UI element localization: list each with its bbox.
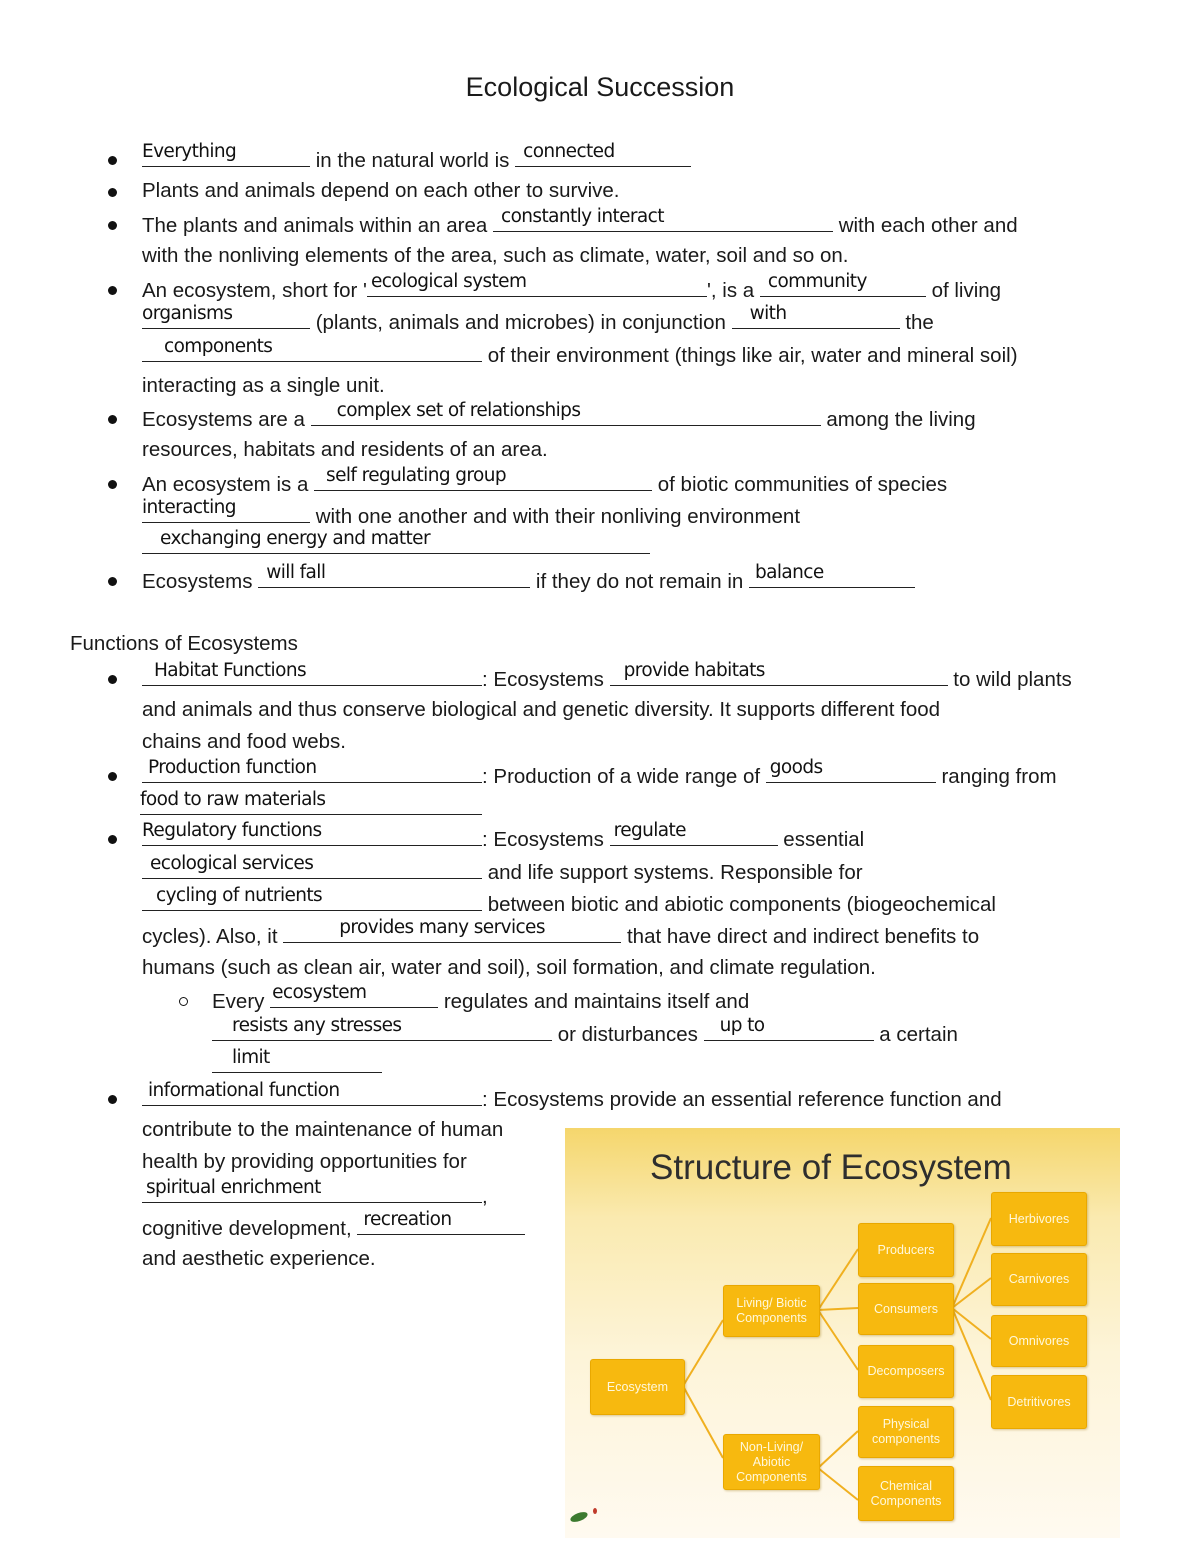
statement-text: Ecosystems are a [142,408,305,431]
statement-text: regulates and maintains itself and [443,990,750,1013]
connector [818,1431,858,1468]
connector [818,1310,858,1370]
bullet-4-cont [142,372,385,400]
statement-text: The plants and animals within an area [142,214,488,237]
handwritten-answer: with [749,303,787,324]
statement-text: ranging from [941,765,1057,788]
statement-text: : Ecosystems [482,828,604,851]
bullet-5-cont [142,436,548,464]
statement-text: a certain [879,1023,958,1046]
statement-text: with one another and with their nonliving environment [315,505,801,528]
bullet-dot [108,772,117,781]
bullet-dot [108,675,117,684]
handwritten-answer: complex set of relationships [336,400,581,421]
statement-text: cognitive development, [142,1217,352,1240]
answer-blank[interactable] [311,400,821,426]
answer-blank[interactable] [314,465,652,491]
handwritten-answer: connected [523,141,615,162]
bullet-2 [142,177,620,205]
handwritten-answer: Regulatory functions [142,820,322,841]
informational-cont [142,1209,525,1243]
statement-text: and animals and thus conserve biological and genetic diversity. It supports different food [142,698,941,721]
statement-text: health by providing opportunities for [142,1150,467,1173]
answer-blank[interactable] [766,757,936,783]
answer-blank[interactable] [142,820,482,846]
node-living: Living/ Biotic Components [723,1285,820,1337]
connector [952,1308,991,1400]
statement-text: : Ecosystems provide an essential reference function and [482,1088,1002,1111]
statement-text: resources, habitats and residents of an area. [142,438,548,461]
handwritten-answer: Habitat Functions [154,660,306,681]
statement-text: An ecosystem, short for ' [142,279,367,302]
connector [683,1386,723,1458]
handwritten-answer: Production function [148,757,317,778]
statement-text: Every [212,990,265,1013]
handwritten-answer: interacting [142,497,236,518]
bullet-dot [108,835,117,844]
handwritten-answer: spiritual enrichment [146,1177,321,1198]
handwritten-answer: organisms [142,303,233,324]
answer-blank[interactable] [283,917,621,943]
handwritten-answer: cycling of nutrients [156,885,323,906]
statement-text: of their environment (things like air, water and mineral soil) [487,344,1018,367]
statement-text: to wild plants [953,668,1072,691]
node-detritivores: Detritivores [991,1375,1087,1429]
answer-blank[interactable] [142,336,482,362]
bullet-dot [108,1095,117,1104]
node-physical: Physical components [858,1406,954,1458]
bullet-7 [142,562,915,596]
answer-blank[interactable] [142,497,310,523]
answer-blank[interactable] [142,1177,482,1203]
statement-text: with the nonliving elements of the area, such as climate, water, soil and so on. [142,244,849,267]
statement-text: An ecosystem is a [142,473,309,496]
regulatory-cont [142,885,996,919]
connector [818,1249,858,1310]
statement-text: humans (such as clean air, water and soil), soil formation, and climate regulation. [142,956,876,979]
answer-blank[interactable] [142,885,482,911]
answer-blank[interactable] [142,1080,482,1106]
bullet-dot [108,286,117,295]
habitat-cont [142,728,346,756]
informational-cont [142,1245,376,1273]
handwritten-answer: ecological system [370,271,527,292]
node-carnivores: Carnivores [991,1253,1087,1306]
statement-text: that have direct and indirect benefits to [626,925,980,948]
node-decomposers: Decomposers [858,1345,954,1398]
bullet-5 [142,400,976,434]
bullet-4-cont [142,336,1018,370]
answer-blank[interactable] [610,820,778,846]
answer-blank[interactable] [493,206,833,232]
handwritten-answer: limit [232,1047,270,1068]
section-heading: Functions of Ecosystems [70,632,298,655]
node-herbivores: Herbivores [991,1192,1087,1246]
handwritten-answer: recreation [363,1209,452,1230]
bullet-dot [108,221,117,230]
statement-text: , [482,1185,488,1208]
handwritten-answer: self regulating group [326,465,506,486]
statement-text: ', is a [706,279,755,302]
answer-blank[interactable] [732,303,900,329]
informational-function [142,1080,1002,1114]
handwritten-answer: balance [755,562,824,583]
bullet-dot [108,188,117,197]
answer-blank[interactable] [142,141,310,167]
answer-blank[interactable] [142,853,482,879]
node-producers: Producers [858,1223,954,1277]
handwritten-answer: community [767,271,867,292]
statement-text: and aesthetic experience. [142,1247,376,1270]
page-title: Ecological Succession [465,72,735,102]
connector [683,1320,723,1386]
statement-text: the [905,311,934,334]
answer-blank[interactable] [610,660,948,686]
bullet-dot [108,156,117,165]
statement-text: cycles). Also, it [142,925,278,948]
handwritten-answer: exchanging energy and matter [160,528,430,549]
bullet-dot [108,415,117,424]
node-ecosystem: Ecosystem [590,1359,685,1415]
handwritten-answer: food to raw materials [140,789,326,810]
answer-blank[interactable] [140,789,482,815]
handwritten-answer: informational function [148,1080,340,1101]
connector [952,1218,991,1308]
handwritten-answer: up to [719,1015,765,1036]
answer-blank[interactable] [749,562,915,588]
connector [818,1468,858,1500]
statement-text: of living [931,279,1002,302]
answer-blank[interactable] [270,982,438,1008]
statement-text: between biotic and abiotic components (biogeochemical [487,893,996,916]
answer-blank[interactable] [258,562,530,588]
answer-blank[interactable] [142,757,482,783]
answer-blank[interactable] [760,271,926,297]
handwritten-answer: ecosystem [272,982,367,1003]
statement-text: in the natural world is [315,149,510,172]
handwritten-answer: regulate [613,820,686,841]
node-nonliving: Non-Living/ Abiotic Components [723,1434,820,1490]
bullet-1 [142,141,691,175]
handwritten-answer: constantly interact [501,206,664,227]
answer-blank[interactable] [212,1047,382,1073]
bullet-3-cont [142,242,849,270]
handwritten-answer: will fall [266,562,326,583]
bullet-4 [142,271,1002,305]
statement-text: (plants, animals and microbes) in conjunction [315,311,726,334]
regulatory-cont [142,917,980,951]
statement-text: Ecosystems [142,570,253,593]
handwritten-answer: resists any stresses [232,1015,402,1036]
regulatory-cont [142,954,876,982]
diagram-title: Structure of Ecosystem [650,1148,1012,1187]
node-consumers: Consumers [858,1283,954,1335]
node-chemical: Chemical Components [858,1466,954,1521]
handwritten-answer: provides many services [339,917,545,938]
handwritten-answer: goods [769,757,823,778]
habitat-function [142,660,1072,694]
statement-text: contribute to the maintenance of human [142,1118,504,1141]
habitat-cont [142,696,940,724]
statement-text: : Ecosystems [482,668,604,691]
answer-blank[interactable] [212,1015,552,1041]
answer-blank[interactable] [515,141,691,167]
statement-text: interacting as a single unit. [142,374,385,397]
answer-blank[interactable] [142,660,482,686]
connector [818,1308,858,1310]
statement-text: Plants and animals depend on each other to survive. [142,179,620,202]
structure-diagram [565,1128,1120,1538]
answer-blank[interactable] [357,1209,525,1235]
handwritten-answer: components [164,336,273,357]
bullet-6-cont [142,528,650,562]
statement-text: or disturbances [557,1023,698,1046]
statement-text: essential [783,828,865,851]
informational-cont [142,1116,503,1144]
statement-text: among the living [826,408,976,431]
handwritten-answer: ecological services [150,853,314,874]
bullet-6 [142,465,948,499]
handwritten-answer: Everything [142,141,237,162]
statement-text: chains and food webs. [142,730,346,753]
bullet-dot [108,480,117,489]
berry-decoration [593,1508,597,1514]
statement-text: with each other and [838,214,1018,237]
answer-blank[interactable] [367,271,707,297]
statement-text: and life support systems. Responsible for [487,861,863,884]
statement-text: : Production of a wide range of [482,765,761,788]
statement-text: of biotic communities of species [657,473,948,496]
bullet-3 [142,206,1018,240]
regulatory-sub-cont [212,1015,958,1049]
bullet-dot [108,577,117,586]
answer-blank[interactable] [142,528,650,554]
handwritten-answer: provide habitats [623,660,765,681]
answer-blank[interactable] [704,1015,874,1041]
sub-bullet-dot [179,997,188,1006]
informational-cont [142,1148,467,1176]
answer-blank[interactable] [142,303,310,329]
statement-text: if they do not remain in [535,570,744,593]
node-omnivores: Omnivores [991,1315,1087,1367]
